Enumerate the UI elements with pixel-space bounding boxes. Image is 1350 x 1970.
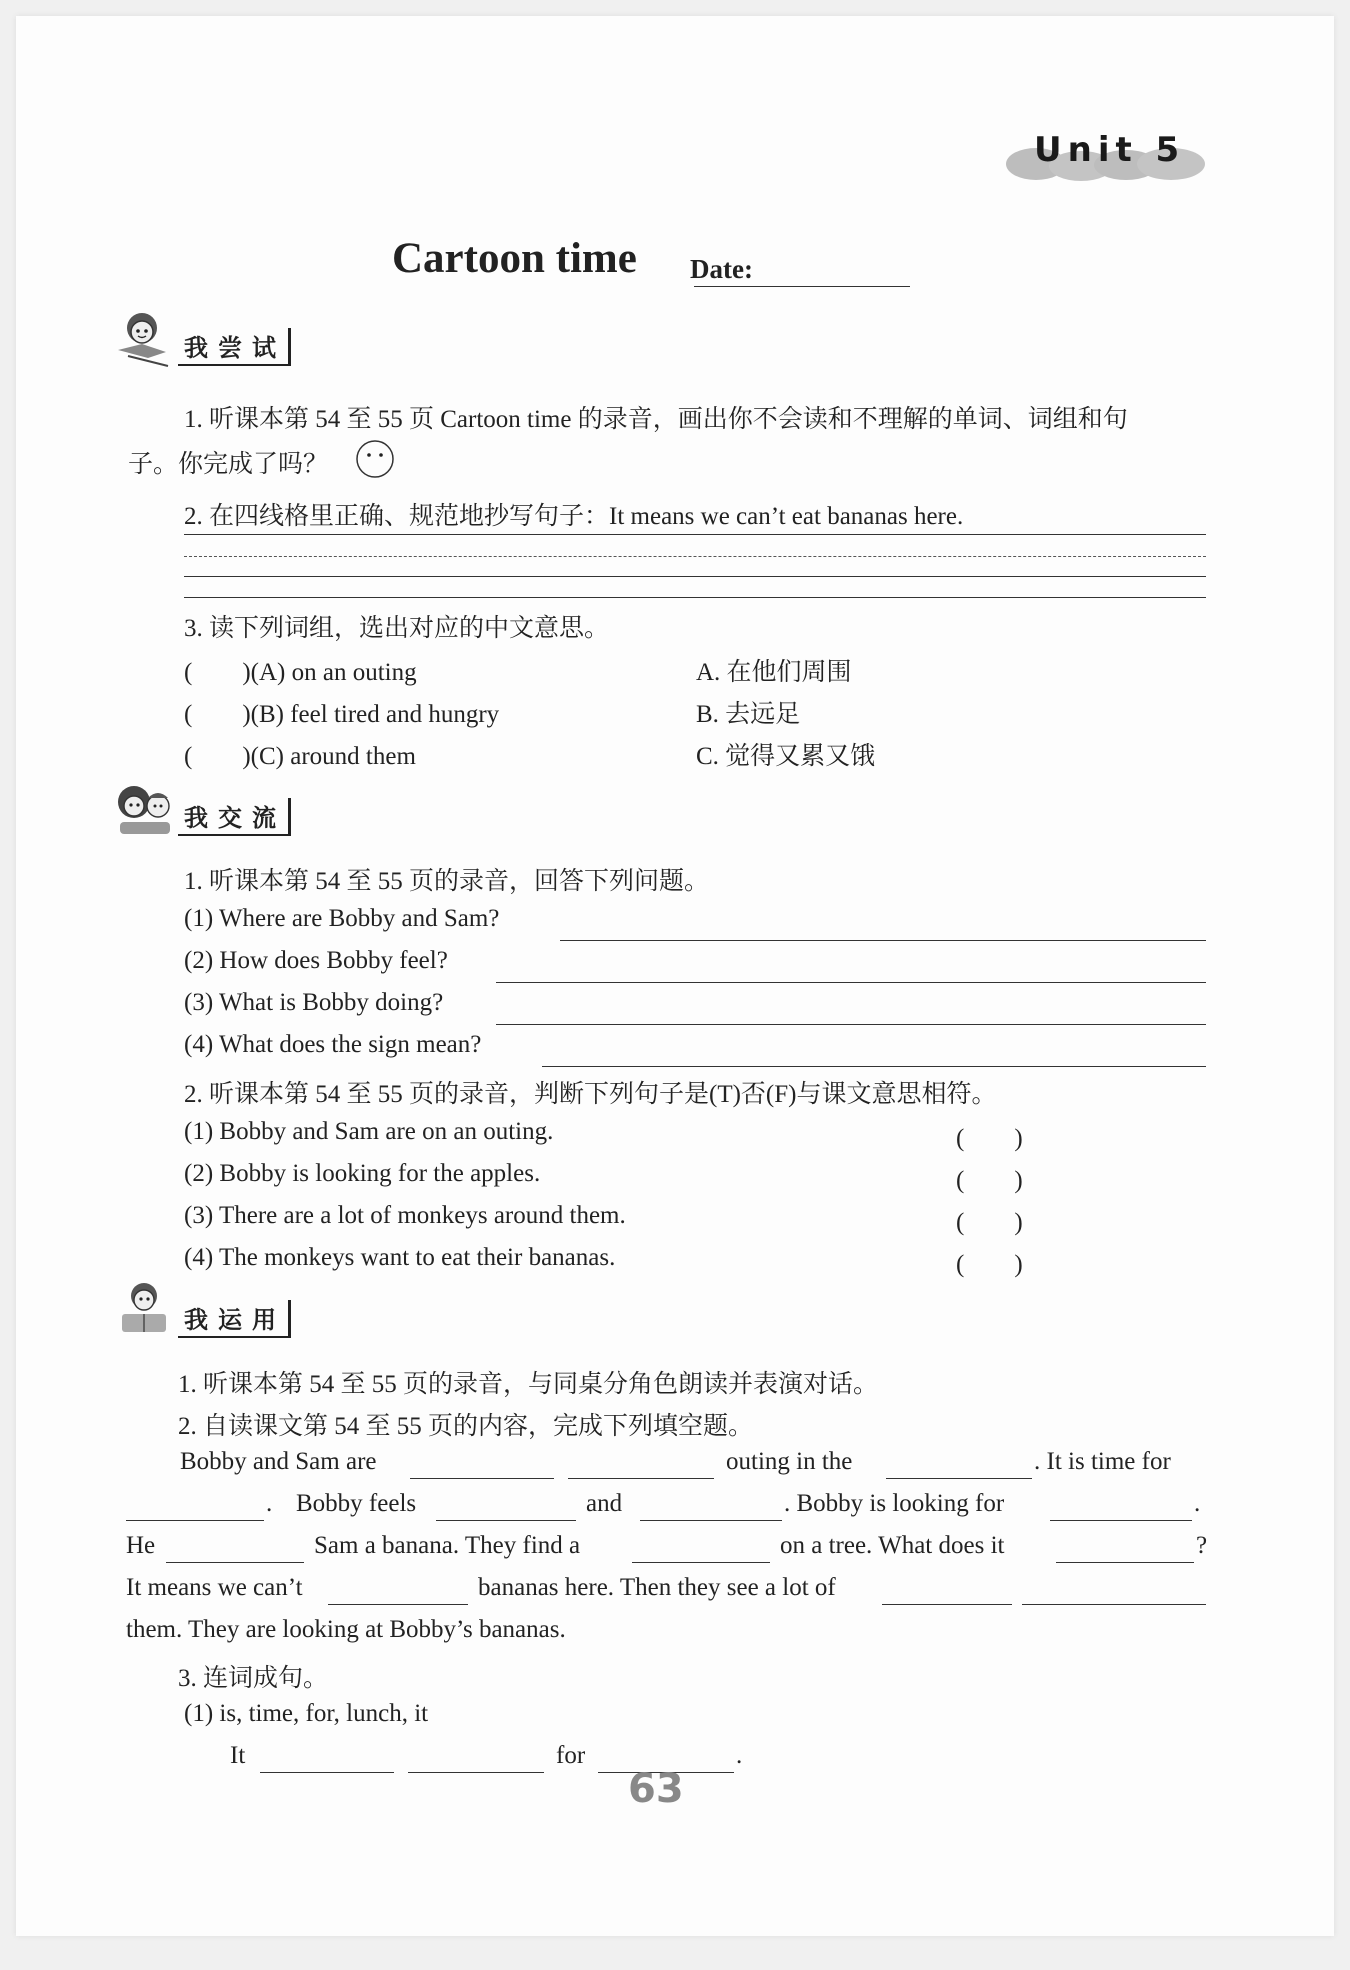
tf-answer-4[interactable]: ( ) <box>956 1251 1023 1278</box>
cloze-text-2a: . <box>266 1490 273 1517</box>
answer-field-1[interactable] <box>560 940 1206 941</box>
try-q1-line1: 1. 听课本第 54 至 55 页 Cartoon time 的录音，画出你不会读和不理解的单词、词组和句 <box>184 406 1128 433</box>
answer-field-2[interactable] <box>496 982 1206 983</box>
answer-field-4[interactable] <box>542 1066 1206 1067</box>
use-q2: 2. 自读课文第 54 至 55 页的内容，完成下列填空题。 <box>178 1413 754 1440</box>
talk-question-1: (1) Where are Bobby and Sam? <box>184 905 500 932</box>
section-try-label: 我尝试 <box>184 334 286 362</box>
cloze-blank-6[interactable] <box>640 1520 782 1521</box>
cloze-text-5: them. They are looking at Bobby’s bananas. <box>126 1616 566 1643</box>
tf-statement-4: (4) The monkeys want to eat their bananas. <box>184 1244 616 1271</box>
use-q1: 1. 听课本第 54 至 55 页的录音，与同桌分角色朗读并表演对话。 <box>178 1371 879 1398</box>
girl-mascot-icon <box>108 306 180 370</box>
cloze-text-4b: bananas here. Then they see a lot of <box>478 1574 836 1601</box>
try-q3: 3. 读下列词组，选出对应的中文意思。 <box>184 615 610 642</box>
section-talk-header <box>108 776 308 836</box>
cloze-text-1a: Bobby and Sam are <box>180 1448 377 1475</box>
tf-statement-2: (2) Bobby is looking for the apples. <box>184 1160 541 1187</box>
match-right-b: B. 去远足 <box>696 701 801 728</box>
cloze-text-2e: . <box>1194 1490 1201 1517</box>
kids-mascot-icon <box>108 776 180 840</box>
match-left-a[interactable]: ( )(A) on an outing <box>184 659 417 686</box>
match-right-a: A. 在他们周围 <box>696 659 852 686</box>
section-talk-label: 我交流 <box>184 804 286 832</box>
sentence-blank-2[interactable] <box>408 1772 544 1773</box>
tf-statement-3: (3) There are a lot of monkeys around them. <box>184 1202 626 1229</box>
smiley-face-icon[interactable] <box>354 438 396 480</box>
unit-label: Unit 5 <box>1034 130 1186 170</box>
cloze-blank-13[interactable] <box>1022 1604 1206 1605</box>
cloze-text-2d: . Bobby is looking for <box>784 1490 1005 1517</box>
page-number: 63 <box>628 1766 684 1812</box>
cloze-blank-3[interactable] <box>886 1478 1032 1479</box>
cloze-blank-5[interactable] <box>436 1520 576 1521</box>
use-q3-item-1: (1) is, time, for, lunch, it <box>184 1700 429 1727</box>
match-left-b[interactable]: ( )(B) feel tired and hungry <box>184 701 500 728</box>
cloze-text-3c: on a tree. What does it <box>780 1532 1005 1559</box>
cloze-blank-12[interactable] <box>882 1604 1012 1605</box>
cloze-blank-9[interactable] <box>632 1562 770 1563</box>
tf-answer-1[interactable]: ( ) <box>956 1125 1023 1152</box>
try-q2: 2. 在四线格里正确、规范地抄写句子：It means we can’t eat bananas here. <box>184 503 964 530</box>
date-label: Date: <box>690 254 753 284</box>
cloze-text-3d: ? <box>1196 1532 1208 1559</box>
use-q3-ans-it: It <box>230 1742 246 1769</box>
date-field[interactable] <box>694 286 910 287</box>
girl-reading-mascot-icon <box>108 1278 180 1342</box>
cloze-blank-4[interactable] <box>126 1520 264 1521</box>
answer-field-3[interactable] <box>496 1024 1206 1025</box>
try-q1-line2: 子。你完成了吗？ <box>128 451 329 478</box>
cloze-text-4a: It means we can’t <box>126 1574 303 1601</box>
cloze-text-1c: . It is time for <box>1034 1448 1171 1475</box>
talk-question-2: (2) How does Bobby feel? <box>184 947 448 974</box>
cloze-blank-10[interactable] <box>1056 1562 1194 1563</box>
tf-answer-2[interactable]: ( ) <box>956 1167 1023 1194</box>
cloze-blank-1[interactable] <box>410 1478 554 1479</box>
tf-answer-3[interactable]: ( ) <box>956 1209 1023 1236</box>
cloze-blank-7[interactable] <box>1050 1520 1192 1521</box>
section-use-header <box>108 1278 308 1338</box>
tf-statement-1: (1) Bobby and Sam are on an outing. <box>184 1118 554 1145</box>
match-right-c: C. 觉得又累又饿 <box>696 743 876 770</box>
cloze-text-3b: Sam a banana. They find a <box>314 1532 581 1559</box>
cloze-blank-8[interactable] <box>166 1562 304 1563</box>
cloze-blank-2[interactable] <box>568 1478 714 1479</box>
talk-question-4: (4) What does the sign mean? <box>184 1031 482 1058</box>
section-use-label: 我运用 <box>184 1306 286 1334</box>
use-q3: 3. 连词成句。 <box>178 1665 329 1692</box>
talk-q2: 2. 听课本第 54 至 55 页的录音，判断下列句子是(T)否(F)与课文意思相符。 <box>184 1081 997 1108</box>
cloze-text-2b: Bobby feels <box>296 1490 417 1517</box>
talk-q1: 1. 听课本第 54 至 55 页的录音，回答下列问题。 <box>184 868 710 895</box>
sentence-blank-1[interactable] <box>260 1772 394 1773</box>
cloze-blank-11[interactable] <box>328 1604 468 1605</box>
worksheet-page <box>16 16 1334 1936</box>
unit-banner <box>1006 126 1206 182</box>
cloze-text-1b: outing in the <box>726 1448 853 1475</box>
page-title: Cartoon time <box>392 235 637 282</box>
talk-question-3: (3) What is Bobby doing? <box>184 989 444 1016</box>
cloze-text-2c: and <box>586 1490 623 1517</box>
match-left-c[interactable]: ( )(C) around them <box>184 743 416 770</box>
cloze-text-3a: He <box>126 1532 156 1559</box>
section-try-header <box>108 306 308 366</box>
use-q3-ans-for: for <box>556 1742 586 1769</box>
use-q3-ans-period: . <box>736 1742 743 1769</box>
